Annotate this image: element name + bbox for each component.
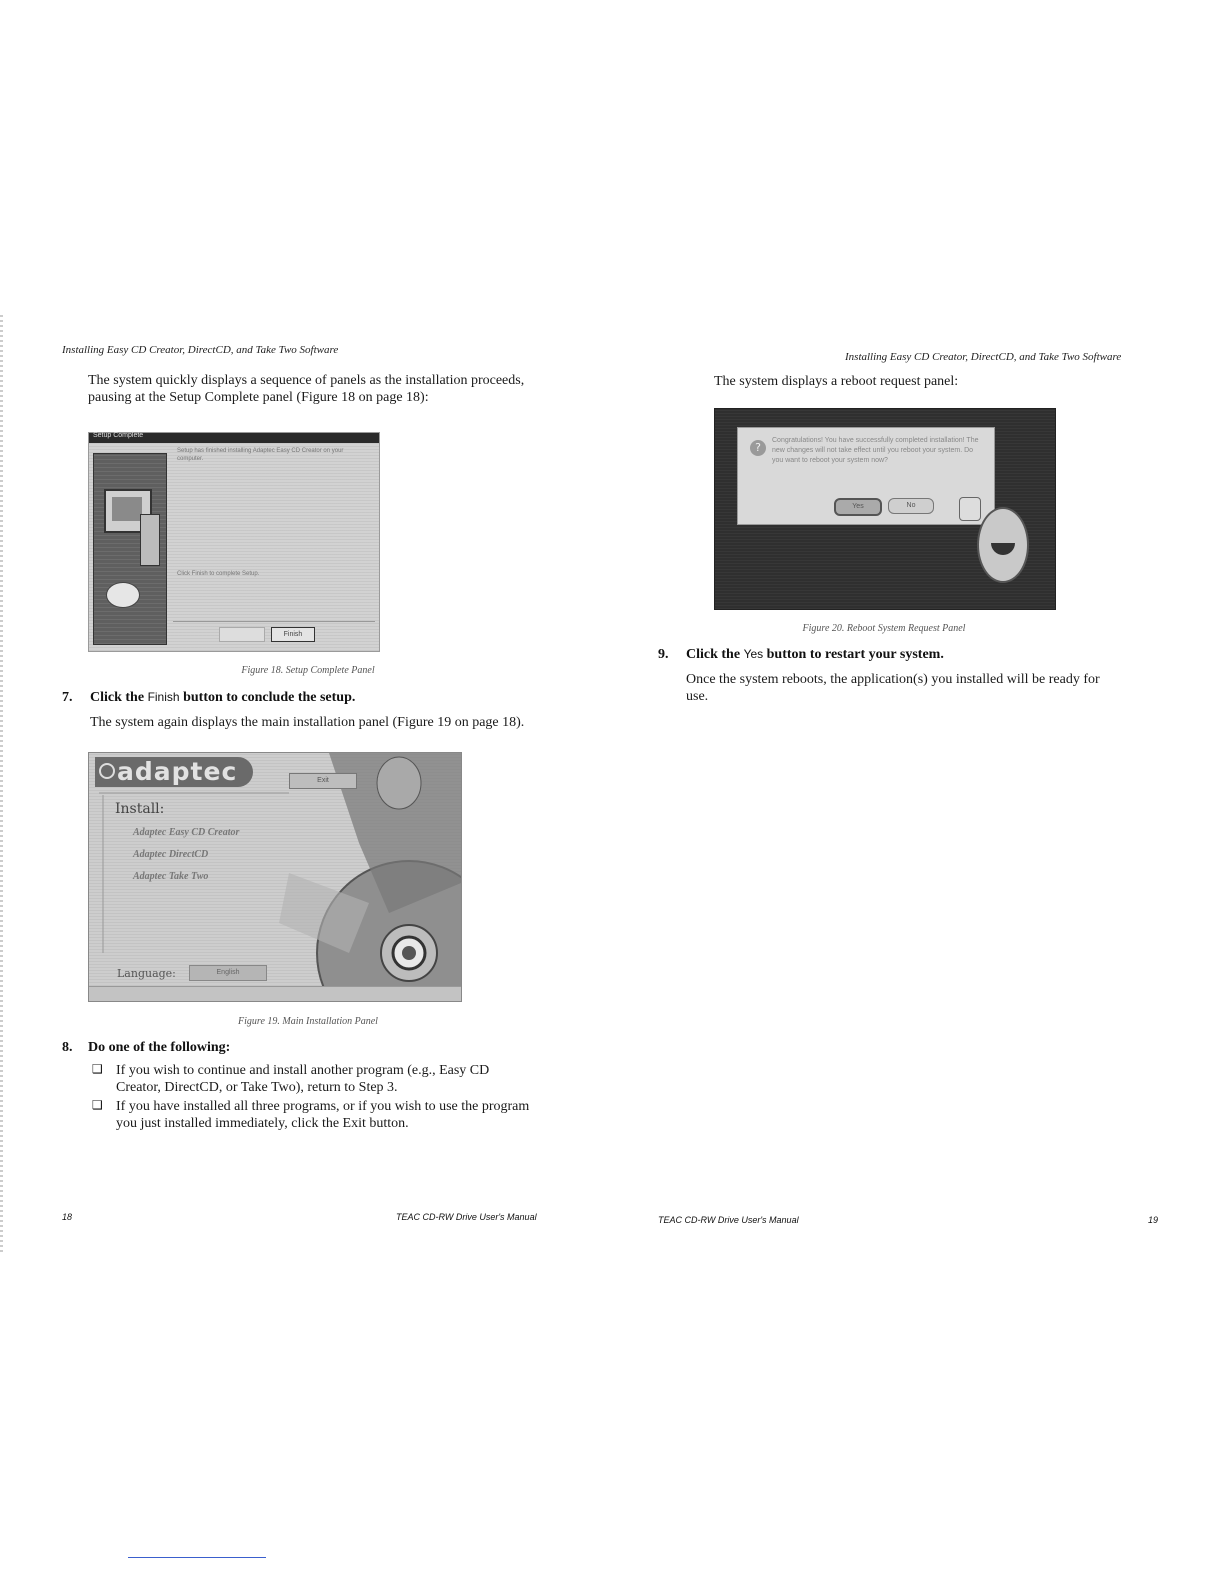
cd-disc-icon xyxy=(106,582,140,608)
bullet-2-line-1: If you have installed all three programs, or if you wish to use the program xyxy=(116,1099,530,1114)
computer-tower-icon xyxy=(140,514,160,566)
no-button[interactable]: No xyxy=(888,498,934,514)
scan-edge-marks xyxy=(0,312,3,1252)
step-7-text-b: button to conclude the setup. xyxy=(179,690,356,705)
left-page-header: Installing Easy CD Creator, DirectCD, and Take Two Software xyxy=(62,344,339,356)
setup-complete-screenshot xyxy=(88,432,380,652)
language-label: Language: xyxy=(117,967,176,980)
setup-complete-message: Setup has finished installing Adaptec Easy CD Creator on your computer. xyxy=(177,448,344,462)
step-9-text-b: button to restart your system. xyxy=(763,647,944,662)
figure-18-caption: Figure 18. Setup Complete Panel xyxy=(241,665,375,676)
checkbox-bullet-icon: ❑ xyxy=(92,1098,103,1112)
left-intro-line-1: The system quickly displays a sequence of panels as the installation proceeds, xyxy=(88,373,525,388)
mascot-hand-icon xyxy=(959,497,981,521)
install-label: Install: xyxy=(115,801,165,817)
install-take-two-link[interactable]: Adaptec Take Two xyxy=(133,871,209,882)
step-9-number: 9. xyxy=(658,647,669,662)
reboot-message: Congratulations! You have successfully completed installation! The new changes will not take effect until you reboot your system. Do you want to reboot your system now? xyxy=(772,437,979,464)
step-7-instruction xyxy=(90,690,355,706)
step-9-detail-line-2: use. xyxy=(686,689,709,704)
back-button[interactable] xyxy=(219,627,265,642)
mascot-character-icon xyxy=(977,507,1029,583)
question-icon: ? xyxy=(750,440,766,456)
step-9-detail-line-1: Once the system reboots, the application(s) you installed will be ready for xyxy=(686,672,1100,687)
bullet-2-line-2: you just installed immediately, click the Exit button. xyxy=(116,1116,409,1131)
install-directcd-link[interactable]: Adaptec DirectCD xyxy=(133,849,209,860)
language-select[interactable]: English xyxy=(189,965,267,981)
step-8-number: 8. xyxy=(62,1040,73,1055)
finish-button[interactable]: Finish xyxy=(271,627,315,642)
figure-19-caption: Figure 19. Main Installation Panel xyxy=(238,1016,378,1027)
bullet-1-line-1: If you wish to continue and install another program (e.g., Easy CD xyxy=(116,1063,490,1078)
right-intro: The system displays a reboot request panel: xyxy=(714,374,959,389)
bullet-1-line-2: Creator, DirectCD, or Take Two), return to Step 3. xyxy=(116,1080,398,1095)
right-page-header: Installing Easy CD Creator, DirectCD, and Take Two Software xyxy=(845,351,1122,363)
step-7-number: 7. xyxy=(62,690,73,705)
adaptec-logo-text: adaptec xyxy=(117,757,238,786)
step-9-text-a: Click the xyxy=(686,647,744,662)
main-installation-screenshot xyxy=(88,752,462,1002)
adaptec-logo-ring-icon xyxy=(99,763,115,779)
reboot-dialog xyxy=(737,427,995,525)
bottom-rule xyxy=(128,1557,266,1558)
left-footer-page-number: 18 xyxy=(62,1212,73,1222)
setup-side-graphic xyxy=(93,453,167,645)
step-7-ui-label: Finish xyxy=(147,690,180,704)
right-footer-title: TEAC CD-RW Drive User's Manual xyxy=(658,1215,799,1225)
left-footer-title: TEAC CD-RW Drive User's Manual xyxy=(396,1212,537,1222)
reboot-request-screenshot xyxy=(714,408,1056,610)
exit-button[interactable]: Exit xyxy=(289,773,357,789)
checkbox-bullet-icon: ❑ xyxy=(92,1062,103,1076)
right-footer-page-number: 19 xyxy=(1148,1215,1159,1225)
left-intro-line-2: pausing at the Setup Complete panel (Figure 18 on page 18): xyxy=(88,390,429,405)
step-7-text-a: Click the xyxy=(90,690,148,705)
yes-button[interactable]: Yes xyxy=(834,498,882,516)
step-7-detail: The system again displays the main installation panel (Figure 19 on page 18). xyxy=(90,715,525,730)
setup-finish-instruction: Click Finish to complete Setup. xyxy=(177,571,260,577)
button-separator xyxy=(173,621,375,622)
step-8-instruction: Do one of the following: xyxy=(88,1040,231,1055)
figure-20-caption: Figure 20. Reboot System Request Panel xyxy=(802,623,966,634)
adaptec-logo xyxy=(95,757,253,787)
panel-bottom-bar xyxy=(89,986,461,1001)
step-9-instruction xyxy=(686,647,944,663)
install-easy-cd-creator-link[interactable]: Adaptec Easy CD Creator xyxy=(133,827,240,838)
setup-complete-titlebar xyxy=(89,433,379,443)
setup-complete-title: Setup Complete xyxy=(93,432,144,439)
step-9-ui-label: Yes xyxy=(743,647,764,661)
